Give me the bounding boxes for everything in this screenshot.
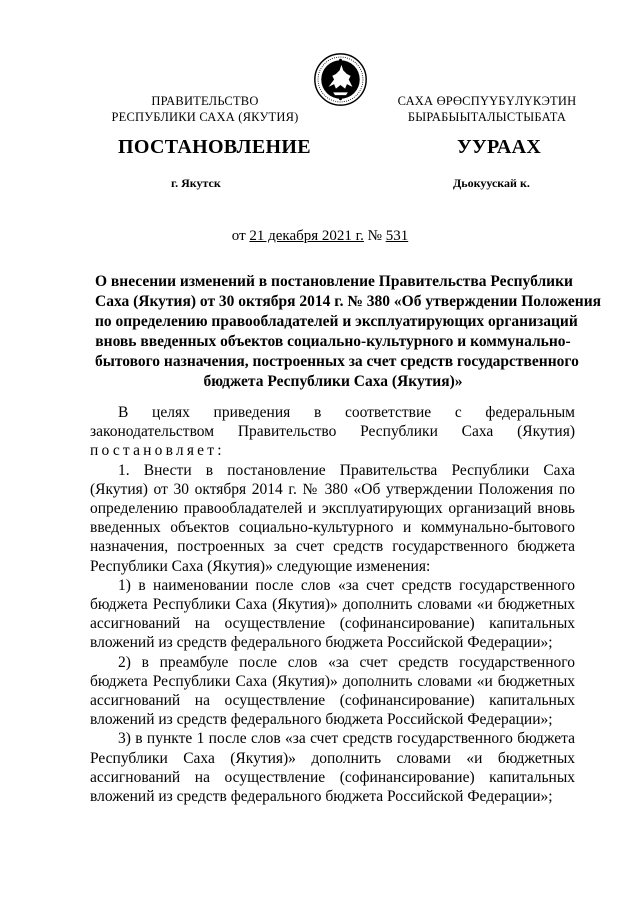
subject-line: бытового назначения, построенных за счет средств государственного — [95, 353, 579, 370]
header-left-line2: РЕСПУБЛИКИ САХА (ЯКУТИЯ) — [111, 109, 299, 124]
resolves-word: постановляет: — [90, 442, 225, 460]
subject-line: Саха (Якутия) от 30 октября 2014 г. № 380 «Об утверждении Положения — [95, 293, 602, 310]
header-right-line2: БЫРАБЫЫТАЛЫСТЫБАТА — [407, 109, 567, 124]
document-number: 531 — [385, 228, 409, 244]
header-right-line1: САХА ӨРӨСПҮҮБҮЛҮКЭТИН — [397, 94, 577, 108]
header-right — [372, 94, 602, 125]
paragraph-1: 1. Внести в постановление Правительства Республики Саха (Якутия) от 30 октября 2014 г. № 380 «Об утверждении Положения по определению правообладателей и эксплуатирующих организаций вновь введенных объектов социально-культурного и коммунально-бытового назначения, построенных за счет средств государственного бюджета Республики Саха (Якутия)» следующие изменения: — [90, 461, 575, 575]
subject-line: бюджета Республики Саха (Якутия)» — [203, 373, 463, 390]
document-title-russian: ПОСТАНОВЛЕНИЕ — [118, 136, 311, 158]
paragraph-1-3: 3) в пункте 1 после слов «за счет средств государственного бюджета Республики Саха (Якутия)» дополнить словами «и бюджетных ассигнований на осуществление (софинансирование) капитальных вложений из средств федерального бюджета Российской Федерации»; — [90, 730, 575, 806]
date-number-line — [0, 228, 640, 245]
date-prefix: от — [231, 228, 246, 244]
intro-paragraph — [90, 403, 575, 461]
city-russian: г. Якутск — [171, 176, 221, 190]
number-label: № — [367, 228, 382, 244]
document-title-yakut: УУРААХ — [457, 136, 542, 158]
header-left-line1: ПРАВИТЕЛЬСТВО — [151, 94, 259, 108]
document-subject — [95, 272, 602, 392]
subject-line: О внесении изменений в постановление Правительства Республики — [95, 273, 573, 290]
city-yakut: Дьокуускай к. — [453, 176, 530, 190]
paragraph-1-1: 1) в наименовании после слов «за счет средств государственного бюджета Республики Саха (Якутия)» дополнить словами «и бюджетных ассигнований на осуществление (софинансирование) капитальных вложений из средств федерального бюджета Российской Федерации»; — [90, 576, 575, 652]
document-date: 21 декабря 2021 г. — [249, 228, 364, 244]
header-left — [90, 94, 320, 125]
paragraph-1-2: 2) в преамбуле после слов «за счет средств государственного бюджета Республики Саха (Якутия)» дополнить словами «и бюджетных ассигнований на осуществление (софинансирование) капитальных вложений из средств федерального бюджета Российской Федерации»; — [90, 653, 575, 729]
coat-of-arms-emblem — [313, 52, 368, 107]
intro-text: В целях приведения в соответствие с федеральным законодательством Правительство Республики Саха (Якутия) — [90, 404, 575, 441]
subject-line: вновь введенных объектов социально-культурного и коммунально- — [95, 333, 571, 350]
subject-line: по определению правообладателей и эксплуатирующих организаций — [95, 313, 578, 330]
document-body — [90, 403, 575, 806]
